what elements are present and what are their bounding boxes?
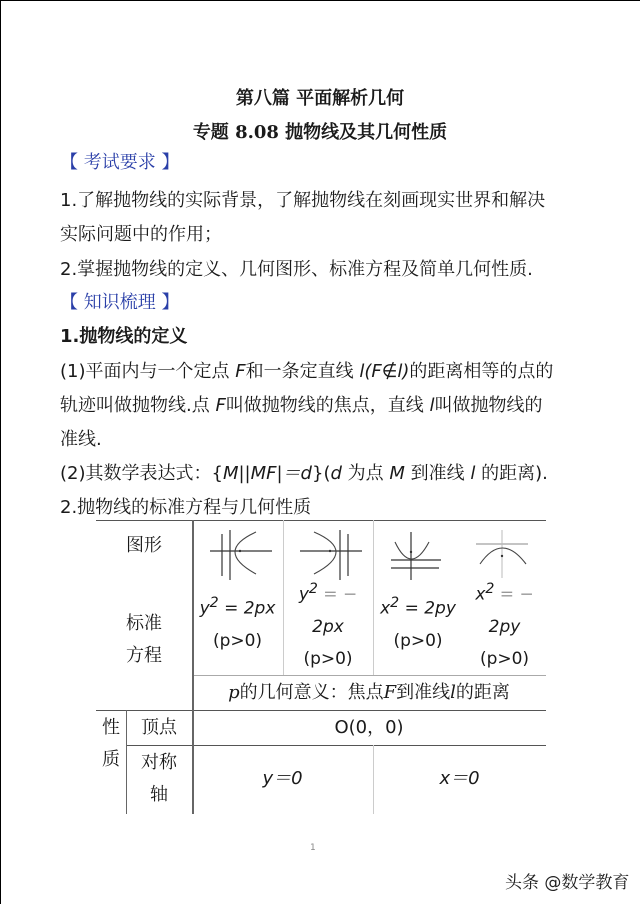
equation-opens-left (283, 576, 373, 672)
equation-opens-up (373, 590, 463, 654)
point-symbol: M (389, 463, 405, 484)
eq-var: x (475, 584, 486, 605)
distance-symbol: d (330, 463, 342, 484)
requirement-line-1: 1.了解抛物线的实际背景，了解抛物线在刻画现实世界和解决 (60, 190, 546, 211)
eq-condition: (p>0) (479, 648, 530, 669)
axis-label-2: 轴 (150, 784, 168, 805)
text-span: 为点 (341, 463, 390, 484)
text-span: (2)其数学表达式：{ (60, 463, 223, 484)
p-meaning (192, 676, 546, 710)
line-condition: l(F∉l) (359, 361, 410, 382)
focus-symbol: F (383, 682, 397, 703)
property-label-2: 质 (102, 749, 120, 770)
text-span: (1)平面内与一个定点 (60, 361, 236, 382)
parabola-properties-table (96, 520, 546, 814)
text-span: }( (312, 463, 331, 484)
part-title: 第八篇 平面解析几何 (235, 88, 405, 109)
equation-opens-down (463, 576, 546, 672)
equation-opens-right (192, 590, 283, 654)
text-span: 和一条定直线 (245, 361, 360, 382)
text-span: 的距离). (475, 463, 548, 484)
directrix-symbol: l (470, 463, 476, 484)
table-top-border (96, 520, 546, 521)
text-span: 的距离 (455, 682, 510, 703)
focus-symbol: F (235, 361, 246, 382)
eq-rhs: = − (317, 584, 358, 605)
parabola-right-graph-icon (206, 526, 276, 584)
definition-paragraph-line-2 (60, 391, 543, 417)
eq-rhs: = 2py (399, 598, 456, 619)
graph-row-label: 图形 (126, 535, 162, 556)
standard-equation-heading: 2.抛物线的标准方程与几何性质 (60, 497, 312, 518)
eq-rhs: = 2px (218, 598, 276, 619)
eq-var: x (380, 598, 391, 619)
eq-exponent: 2 (485, 581, 495, 598)
directrix-symbol: l (450, 682, 456, 703)
focus-symbol: F (215, 395, 226, 416)
eq-exponent: 2 (308, 581, 318, 598)
eq-rhs: = − (494, 584, 534, 605)
eq-condition: (p>0) (303, 648, 353, 669)
text-span: 叫做抛物线的焦点，直线 (225, 395, 430, 416)
definition-paragraph-line-1 (60, 357, 553, 383)
property-label-1: 性 (102, 717, 120, 738)
set-expression: M||MF|＝d (222, 463, 312, 484)
eq-condition: (p>0) (393, 630, 443, 651)
eq-rhs-cont: 2py (488, 616, 521, 637)
vertex-value: O(0，0) (334, 717, 404, 738)
requirement-line-3: 2.掌握抛物线的定义、几何图形、标准方程及简单几何性质. (60, 259, 533, 280)
requirement-line-2: 实际问题中的作用； (60, 224, 222, 245)
parabola-up-graph-icon (381, 526, 451, 584)
equation-row-label-1: 标准 (126, 613, 162, 634)
text-span: 轨迹叫做抛物线.点 (60, 395, 216, 416)
text-span: 的几何意义：焦点 (239, 682, 384, 703)
topic-title: 专题 8.08 抛物线及其几何性质 (192, 122, 448, 143)
equation-row-label-2: 方程 (126, 645, 162, 666)
exam-requirements-label: 【 考试要求 】 (60, 152, 180, 173)
axis-value-vertical: x＝0 (439, 768, 480, 789)
eq-rhs-cont: 2px (312, 616, 344, 637)
eq-exponent: 2 (390, 595, 400, 612)
eq-condition: (p>0) (212, 630, 263, 651)
text-span: 到准线 (396, 682, 451, 703)
math-expression-line (60, 459, 548, 485)
definition-heading: 1.抛物线的定义 (60, 326, 188, 347)
text-span: 叫做抛物线的 (434, 395, 543, 416)
eq-var: y (298, 584, 309, 605)
definition-paragraph-line-3: 准线. (60, 429, 102, 450)
directrix-symbol: l (429, 395, 435, 416)
axis-label-1: 对称 (141, 752, 177, 773)
text-span: 的距离相等的点的 (409, 361, 554, 382)
eq-exponent: 2 (209, 595, 219, 612)
axis-value-horizontal: y＝0 (262, 768, 303, 789)
text-span: 到准线 (404, 463, 471, 484)
p-symbol: p (228, 682, 240, 703)
vertex-label: 顶点 (141, 717, 177, 738)
watermark: 头条 @数学教育 (505, 873, 630, 893)
eq-var: y (199, 598, 210, 619)
page-number: 1 (310, 843, 316, 853)
knowledge-label: 【 知识梳理 】 (60, 292, 180, 313)
